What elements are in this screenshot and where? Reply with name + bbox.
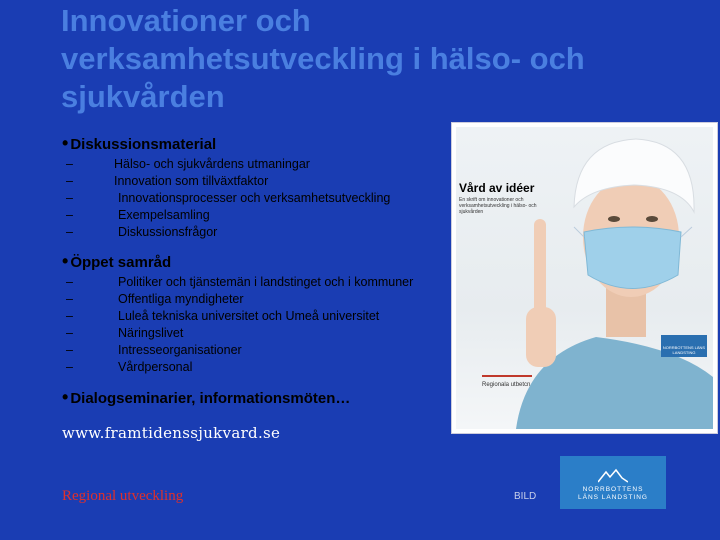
cover-title: Vård av idéer [459,181,535,195]
section-oppet-samrad [62,251,414,376]
list-item: – Intresseorganisationer [66,343,242,357]
sub-list [62,274,413,376]
section-diskussionsmaterial [62,133,391,241]
list-item: – Innovationsprocesser och verksamhetsutveckling [66,191,391,205]
logo-line-2: LÄNS LANDSTING [578,494,648,501]
list-item: – Innovation som tillväxtfaktor [66,174,269,188]
bullet-icon: • [62,251,69,271]
logo-line-1: NORRBOTTENS [582,486,644,493]
bullet-icon: • [62,387,69,407]
cover-divider [482,375,532,377]
cover-footer: Regionala utbetcn [482,382,531,388]
bullet-icon: • [62,133,69,153]
list-item: – Näringslivet [66,326,184,340]
list-item: – Politiker och tjänstemän i landstinget och i kommuner [66,275,414,289]
list-item: – Exempelsamling [66,208,210,222]
section-heading [62,387,351,407]
slide-title: Innovationer och verksamhetsutveckling i hälso- och sjukvården [61,3,585,114]
website-link[interactable]: www.framtidenssjukvard.se [62,424,281,442]
list-item: – Luleå tekniska universitet och Umeå universitet [66,309,380,323]
list-item: – Hälso- och sjukvårdens utmaningar [66,157,310,171]
list-item: – Diskussionsfrågor [66,225,218,239]
booklet-cover-image [452,123,717,433]
heading-text: Öppet samråd [70,254,172,271]
section-dialogseminarier [62,387,351,407]
list-item: – Offentliga myndigheter [66,292,244,306]
sub-list [62,156,390,241]
norrbotten-logo [560,456,666,509]
cover-subtitle: En skrift om innovationer och verksamhetsutveckling i hälso- och sjukvården [459,197,537,215]
list-item: – Vårdpersonal [66,360,193,374]
heading-text: Dialogseminarier, informationsmöten… [70,390,351,407]
footer-department: Regional utveckling [62,488,184,504]
mountain-logo-icon [598,468,628,484]
cover-inner [456,127,713,429]
cover-logo: NORRBOTTENS LÄNS LANDSTING [661,335,707,357]
bild-label: BILD [514,491,537,502]
heading-text: Diskussionsmaterial [70,136,217,153]
section-heading [62,133,390,153]
section-heading [62,251,413,271]
